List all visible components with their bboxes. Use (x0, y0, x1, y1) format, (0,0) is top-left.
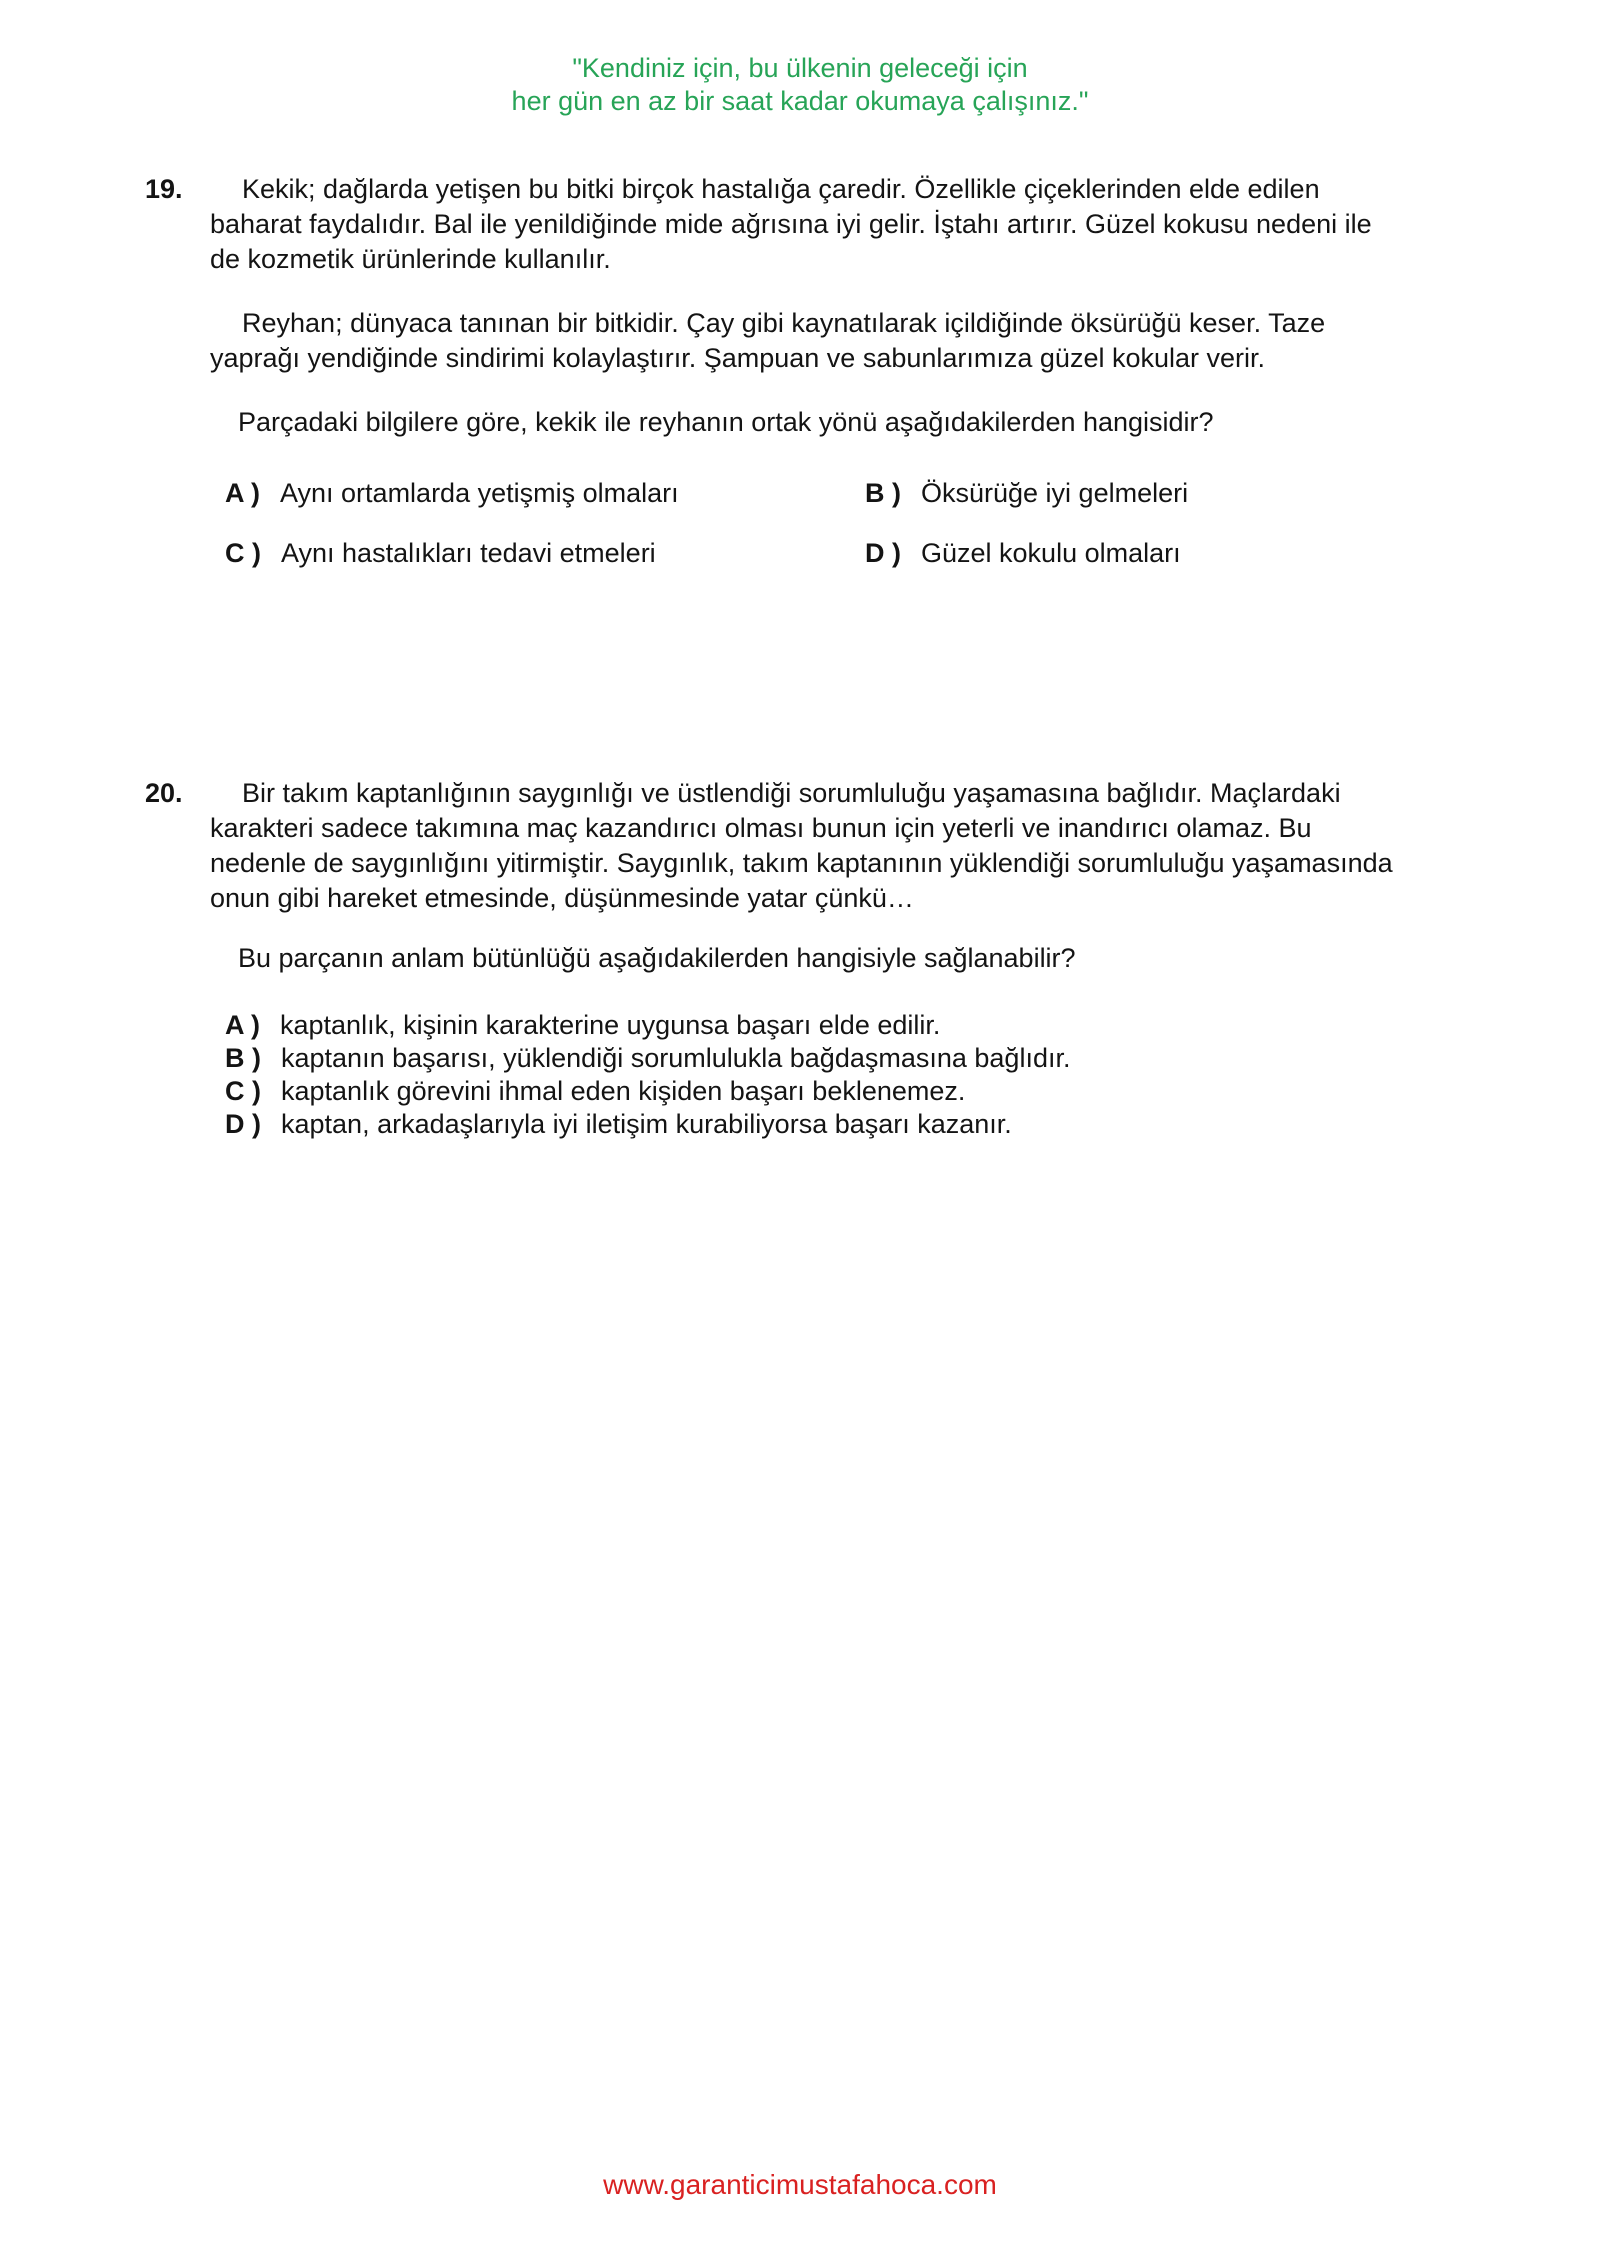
option-19-b-label: B ) (865, 478, 901, 508)
question-20-number: 20. (145, 778, 183, 808)
header-quote-line-2: her gün en az bir saat kadar okumaya çalışınız." (511, 86, 1089, 116)
question-19-number: 19. (145, 174, 183, 204)
option-19-b-text: Öksürüğe iyi gelmeleri (921, 478, 1189, 508)
question-19-paragraph-2: Reyhan; dünyaca tanınan bir bitkidir. Çay gibi kaynatılarak içildiğinde öksürüğü keser. Taze yaprağı yendiğinde sindirimi kolaylaştırır. Şampuan ve sabunlarımıza güzel kokular verir. (210, 308, 1326, 373)
option-19-a-label: A ) (225, 478, 260, 508)
option-19-a-text: Aynı ortamlarda yetişmiş olmaları (280, 478, 679, 508)
question-20 (145, 776, 1400, 1141)
option-20-d (225, 1108, 1400, 1141)
option-20-a-label: A ) (225, 1010, 260, 1040)
option-19-c (225, 536, 865, 571)
footer (0, 2168, 1600, 2202)
option-19-b (865, 476, 1400, 511)
header-quote-line-1: "Kendiniz için, bu ülkenin geleceği için (572, 53, 1028, 83)
option-20-b-label: B ) (225, 1043, 261, 1073)
footer-url: www.garanticimustafahoca.com (603, 2169, 997, 2200)
option-19-c-text: Aynı hastalıkları tedavi etmeleri (281, 538, 656, 568)
option-20-a (225, 1009, 1400, 1042)
option-19-d (865, 536, 1400, 571)
option-20-c-text: kaptanlık görevini ihmal eden kişiden başarı beklenemez. (281, 1076, 966, 1106)
question-20-prompt: Bu parçanın anlam bütünlüğü aşağıdakilerden hangisiyle sağlanabilir? (238, 943, 1076, 973)
option-20-a-text: kaptanlık, kişinin karakterine uygunsa başarı elde edilir. (280, 1010, 941, 1040)
question-19-body (210, 172, 1400, 571)
option-20-d-label: D ) (225, 1109, 261, 1139)
question-19 (145, 172, 1400, 571)
question-19-prompt: Parçadaki bilgilere göre, kekik ile reyhanın ortak yönü aşağıdakilerden hangisidir? (238, 407, 1214, 437)
question-20-options (225, 1009, 1400, 1141)
option-20-c-label: C ) (225, 1076, 261, 1106)
option-20-b (225, 1042, 1400, 1075)
option-19-d-label: D ) (865, 538, 901, 568)
option-20-c (225, 1075, 1400, 1108)
option-20-d-text: kaptan, arkadaşlarıyla iyi iletişim kurabiliyorsa başarı kazanır. (281, 1109, 1012, 1139)
option-19-a (225, 476, 865, 511)
question-19-paragraph-1: Kekik; dağlarda yetişen bu bitki birçok hastalığa çaredir. Özellikle çiçeklerinden elde edilen baharat faydalıdır. Bal ile yenildiğinde mide ağrısına iyi gelir. İştahı artırır. Güzel kokusu nedeni ile de kozmetik ürünlerinde kullanılır. (210, 174, 1372, 274)
question-20-body (210, 776, 1400, 1141)
question-19-options (225, 476, 1400, 571)
header-quote (0, 52, 1600, 118)
option-20-b-text: kaptanın başarısı, yüklendiği sorumlulukla bağdaşmasına bağlıdır. (281, 1043, 1071, 1073)
option-19-c-label: C ) (225, 538, 261, 568)
question-20-paragraph-1: Bir takım kaptanlığının saygınlığı ve üstlendiği sorumluluğu yaşamasına bağlıdır. Maçlardaki karakteri sadece takımına maç kazandırıcı olması bunun için yeterli ve inandırıcı olamaz. Bu nedenle de saygınlığını yitirmiştir. Saygınlık, takım kaptanının yüklendiği sorumluluğu yaşamasında onun gibi hareket etmesinde, düşünmesinde yatar çünkü… (210, 778, 1393, 913)
option-19-d-text: Güzel kokulu olmaları (921, 538, 1181, 568)
